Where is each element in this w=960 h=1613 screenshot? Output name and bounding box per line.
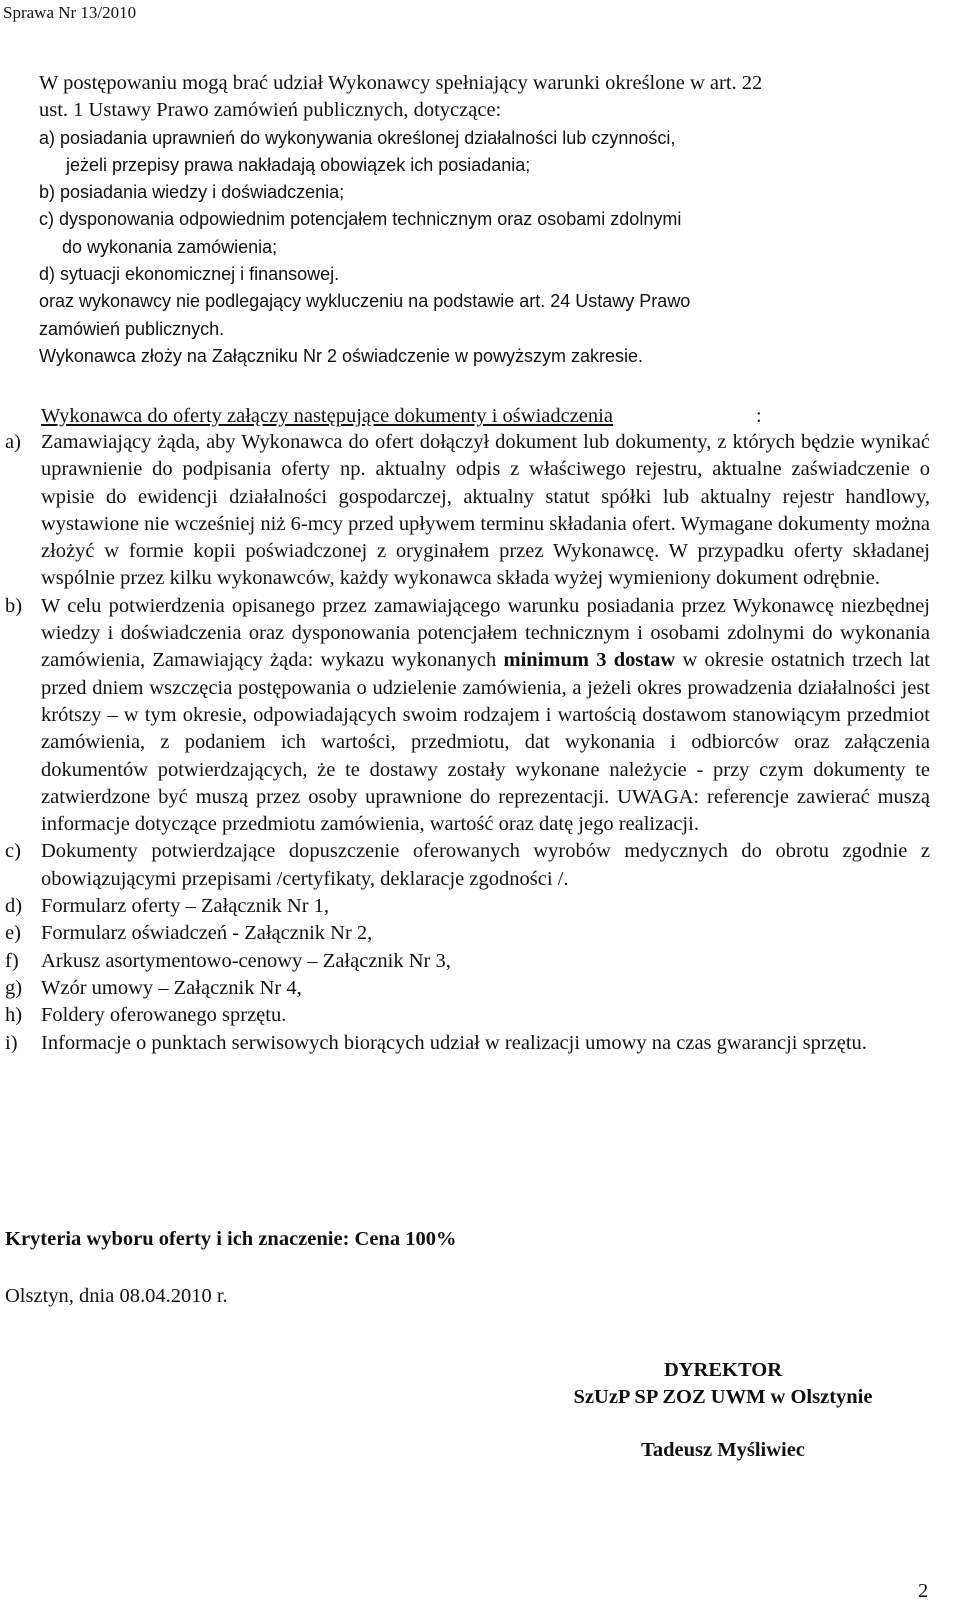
place-and-date: Olsztyn, dnia 08.04.2010 r. <box>5 1285 228 1307</box>
running-header: Sprawa Nr 13/2010 <box>3 3 137 22</box>
condition-d: d) sytuacji ekonomicznej i finansowej. <box>39 264 340 285</box>
declaration-note: Wykonawca złoży na Załączniku Nr 2 oświadczenie w powyższym zakresie. <box>39 345 644 366</box>
exclusion-line-2: zamówień publicznych. <box>39 318 225 339</box>
intro-line-2: ust. 1 Ustawy Prawo zamówień publicznych, dotyczące: <box>39 99 502 122</box>
list-item-text: Foldery oferowanego sprzętu. <box>41 1004 287 1027</box>
list-item-text: Formularz oświadczeń - Załącznik Nr 2, <box>41 922 373 945</box>
list-item <box>5 975 930 1002</box>
participation-conditions <box>39 70 919 370</box>
exclusion-line-1: oraz wykonawcy nie podlegający wykluczeniu na podstawie art. 24 Ustawy Prawo <box>39 291 691 312</box>
condition-c-line-1: c) dysponowania odpowiednim potencjałem technicznym oraz osobami zdolnymi <box>39 209 682 230</box>
list-marker: c) <box>5 840 21 863</box>
list-item <box>5 948 930 975</box>
signatory-organization: SzUzP SP ZOZ UWM w Olsztynie <box>573 1386 873 1409</box>
list-item-text: W celu potwierdzenia opisanego przez zamawiającego warunku posiadania przez Wykonawcę niezbędnej wiedzy i doświadczenia oraz dysponowania potencjałem technicznym i osobami zdolnymi do wykonania zamówienia, Zamawiający żąda: wykazu wykonanych minimum 3 dostaw w okresie ostatnich trzech lat przed dniem wszczęcia postępowania o udzielenie zamówienia, a jeżeli okres prowadzenia działalności jest krótszy – w tym okresie, odpowiadających swoim rodzajem i wartością dostawom stanowiącym przedmiot zamówienia, z podaniem ich wartości, przedmiotu, dat wykonania i odbiorców oraz załączenia dokumentów potwierdzających, że te dostawy zostały wykonane należycie - przy czym dokumenty te zatwierdzone być muszą przez osoby uprawnione do reprezentacji. UWAGA: referencje zawierać muszą informacje dotyczące przedmiotu zamówienia, wartość oraz datę jego realizacji. <box>41 594 930 836</box>
list-marker: g) <box>5 976 23 999</box>
condition-c-line-2: do wykonania zamówienia; <box>62 236 278 257</box>
condition-a-line-1: a) posiadania uprawnień do wykonywania określonej działalności lub czynności, <box>39 127 676 148</box>
signature-block <box>553 1357 893 1464</box>
list-item-text: Dokumenty potwierdzające dopuszczenie oferowanych wyrobów medycznych do obrotu zgodnie z obowiązującymi przepisami /certyfikaty, deklaracje zgodności /. <box>41 840 930 890</box>
list-item-text: Wzór umowy – Załącznik Nr 4, <box>41 976 302 999</box>
attachments-heading: Wykonawca do oferty załączy następujące dokumenty i oświadczenia <box>41 405 613 427</box>
list-item <box>5 593 930 839</box>
list-marker: f) <box>5 949 19 972</box>
signatory-role: DYREKTOR <box>663 1359 783 1381</box>
list-item-text: Formularz oferty – Załącznik Nr 1, <box>41 895 330 918</box>
list-marker: a) <box>5 431 21 453</box>
list-marker: i) <box>5 1031 18 1054</box>
attachments-list <box>5 429 930 1057</box>
list-marker: e) <box>5 922 21 945</box>
page-number: 2 <box>918 1580 929 1602</box>
signatory-name: Tadeusz Myśliwiec <box>641 1438 805 1461</box>
list-item <box>5 893 930 920</box>
list-item-text: Zamawiający żąda, aby Wykonawca do ofert dołączył dokument lub dokumenty, z których będzie wynikać uprawnienie do podpisania oferty np. aktualny odpis z właściwego rejestru, aktualne zaświadczenie o wpisie do ewidencji działalności gospodarczej, aktualny statut spółki lub aktualny rejestr handlowy, wystawione nie wcześniej niż 6-mcy przed upływem terminu składania ofert. Wymagane dokumenty można złożyć w formie kopii poświadczonej z oryginałem przez Wykonawcę. W przypadku oferty składanej wspólnie przez kilku wykonawców, każdy wykonawca składa wyżej wymieniony dokument odrębnie. <box>41 431 930 590</box>
list-marker: b) <box>5 594 23 617</box>
list-item <box>5 838 930 893</box>
intro-line-1: W postępowaniu mogą brać udział Wykonawcy spełniający warunki określone w art. 22 <box>39 72 763 94</box>
list-item <box>5 1002 930 1029</box>
condition-a-line-2: jeżeli przepisy prawa nakładają obowiązek ich posiadania; <box>66 154 531 175</box>
list-item <box>5 1030 930 1057</box>
list-marker: h) <box>5 1004 23 1027</box>
list-item-text: Arkusz asortymentowo-cenowy – Załącznik Nr 3, <box>41 949 451 972</box>
list-item <box>5 429 930 593</box>
list-marker: d) <box>5 895 23 918</box>
condition-b: b) posiadania wiedzy i doświadczenia; <box>39 182 345 203</box>
attachments-heading-colon: : <box>756 405 762 427</box>
minimum-deliveries-emphasis: minimum 3 dostaw <box>503 649 676 672</box>
list-item-text: Informacje o punktach serwisowych biorących udział w realizacji umowy na czas gwarancji sprzętu. <box>41 1031 867 1054</box>
selection-criteria: Kryteria wyboru oferty i ich znaczenie: Cena 100% <box>5 1228 457 1250</box>
list-item <box>5 920 930 947</box>
